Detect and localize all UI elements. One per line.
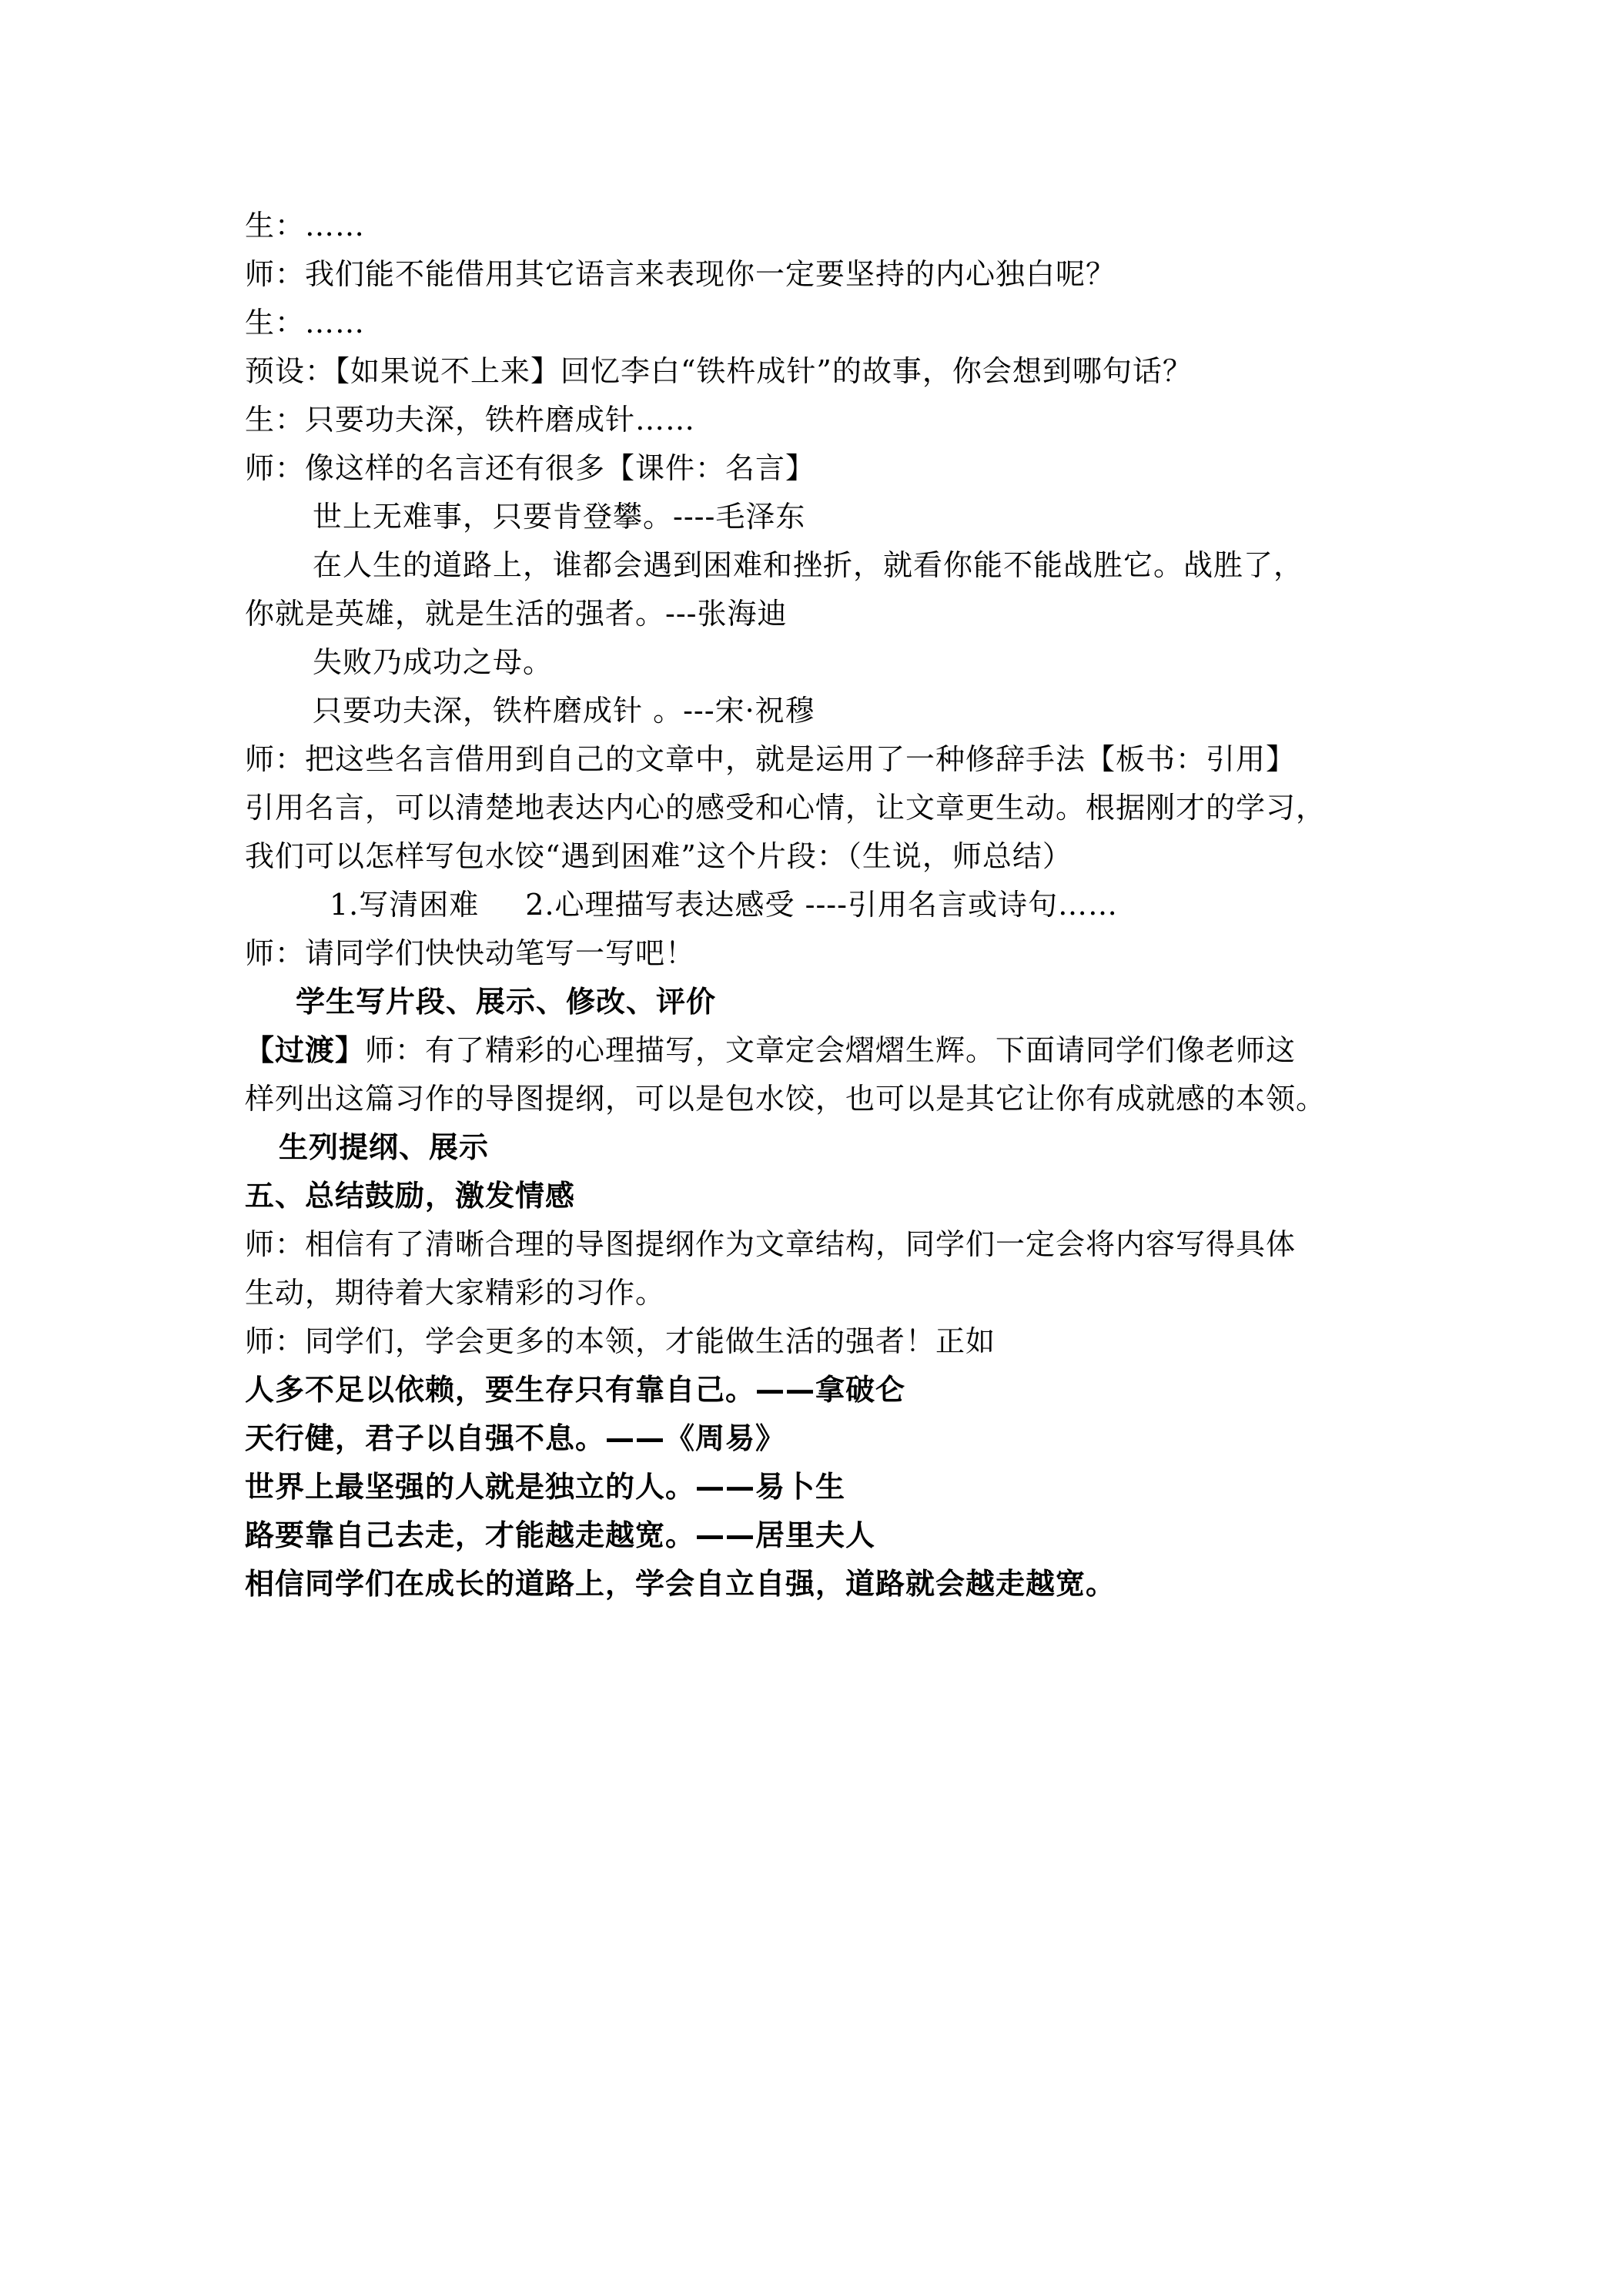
bold-quote: 路要靠自己去走，才能越走越宽。——居里夫人 — [245, 1518, 876, 1552]
dialogue-line: 师：像这样的名言还有很多【课件：名言】 — [245, 451, 816, 485]
quote-line: 在人生的道路上，谁都会遇到困难和挫折，就看你能不能战胜它。战胜了， — [313, 548, 1304, 582]
quote-line: 只要功夫深，铁杵磨成针 。---宋·祝穆 — [313, 694, 815, 728]
bold-quote: 世界上最坚强的人就是独立的人。——易卜生 — [245, 1470, 846, 1504]
quote-line: 失败乃成功之母。 — [313, 645, 554, 679]
closing-line: 相信同学们在成长的道路上，学会自立自强，道路就会越走越宽。 — [245, 1567, 1116, 1601]
document-body — [245, 202, 1400, 1608]
dialogue-line: 生：…… — [245, 209, 366, 243]
section-heading: 五、总结鼓励，激发情感 — [245, 1179, 576, 1213]
paragraph-line: 样列出这篇习作的导图提纲，可以是包水饺，也可以是其它让你有成就感的本领。 — [245, 1082, 1327, 1116]
summary-point-2: 2.心理描写表达感受 ----引用名言或诗句…… — [525, 888, 1118, 922]
dialogue-line: 生：只要功夫深，铁杵磨成针…… — [245, 403, 696, 437]
paragraph-line: 我们可以怎样写包水饺“遇到困难”这个片段：（生说，师总结） — [245, 839, 1073, 873]
quote-line-continued: 你就是英雄，就是生活的强者。---张海迪 — [245, 597, 788, 631]
transition-label: 【过渡】 — [245, 1033, 366, 1067]
dialogue-line: 师：相信有了清晰合理的导图提纲作为文章结构，同学们一定会将内容写得具体 — [245, 1227, 1297, 1261]
quote-line: 世上无难事，只要肯登攀。----毛泽东 — [313, 500, 806, 534]
dialogue-line: 预设：【如果说不上来】回忆李白“铁杵成针”的故事，你会想到哪句话？ — [245, 354, 1193, 388]
dialogue-line: 师：请同学们快快动笔写一写吧！ — [245, 936, 696, 970]
dialogue-line: 师：把这些名言借用到自己的文章中，就是运用了一种修辞手法【板书：引用】 — [245, 742, 1297, 776]
transition-text: 师：有了精彩的心理描写，文章定会熠熠生辉。下面请同学们像老师这 — [365, 1033, 1297, 1067]
activity-heading: 生列提纲、展示 — [279, 1130, 490, 1164]
bold-quote: 人多不足以依赖，要生存只有靠自己。——拿破仑 — [245, 1373, 906, 1407]
paragraph-line: 引用名言，可以清楚地表达内心的感受和心情，让文章更生动。根据刚才的学习， — [245, 791, 1327, 825]
summary-point-1: 1.写清困难 — [330, 888, 480, 922]
dialogue-line: 师：同学们，学会更多的本领，才能做生活的强者！正如 — [245, 1324, 996, 1358]
activity-heading: 学生写片段、展示、修改、评价 — [296, 985, 717, 1019]
paragraph-line: 生动，期待着大家精彩的习作。 — [245, 1276, 666, 1310]
summary-points — [245, 881, 1400, 929]
transition-line — [245, 1026, 1400, 1075]
dialogue-line: 师：我们能不能借用其它语言来表现你一定要坚持的内心独白呢？ — [245, 257, 1116, 291]
bold-quote: 天行健，君子以自强不息。——《周易》 — [245, 1421, 786, 1455]
dialogue-line: 生：…… — [245, 306, 366, 340]
